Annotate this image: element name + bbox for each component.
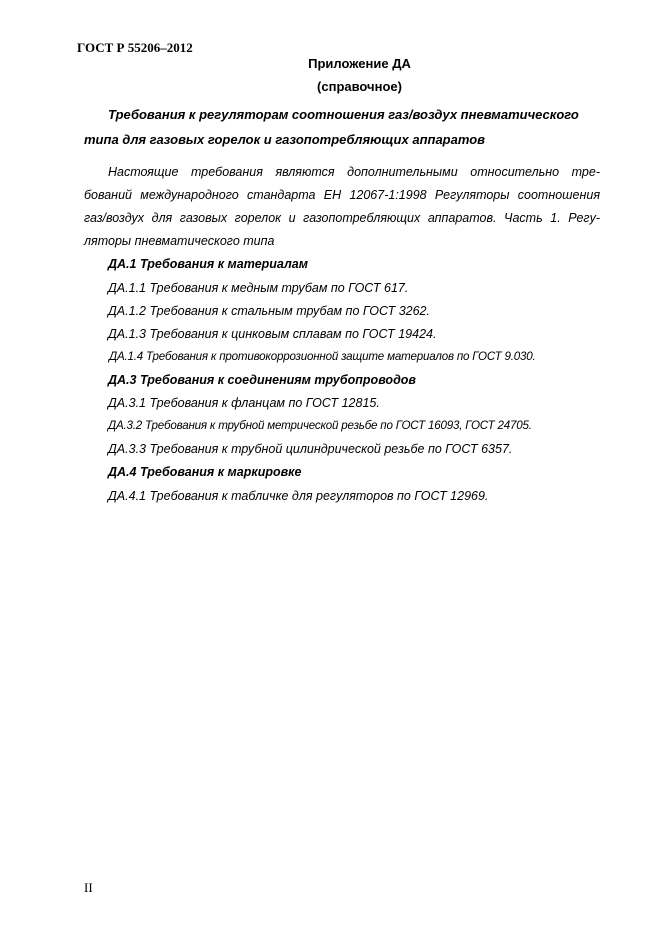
document-heading-line-1: Требования к регуляторам соотношения газ/воздух пневматического bbox=[108, 107, 579, 122]
intro-line-2: бований международного стандарта ЕН 12067-1:1998 Регуляторы соотношения bbox=[84, 188, 600, 202]
section-da1-title: ДА.1 Требования к материалам bbox=[108, 257, 309, 271]
section-da4-title: ДА.4 Требования к маркировке bbox=[108, 465, 302, 479]
section-da1-item: ДА.1.3 Требования к цинковым сплавам по ГОСТ 19424. bbox=[108, 327, 437, 341]
section-da1-item: ДА.1.2 Требования к стальным трубам по ГОСТ 3262. bbox=[108, 304, 430, 318]
section-da3-item: ДА.3.1 Требования к фланцам по ГОСТ 12815. bbox=[108, 396, 380, 410]
standard-code: ГОСТ Р 55206–2012 bbox=[77, 40, 193, 55]
section-da3-item: ДА.3.3 Требования к трубной цилиндрической резьбе по ГОСТ 6357. bbox=[108, 442, 513, 456]
annex-title: Приложение ДА bbox=[308, 56, 411, 71]
section-da3-title: ДА.3 Требования к соединениям трубопроводов bbox=[108, 373, 416, 387]
page-number: II bbox=[84, 880, 93, 895]
document-heading-line-2: типа для газовых горелок и газопотребляющих аппаратов bbox=[84, 132, 486, 147]
section-da3-item: ДА.3.2 Требования к трубной метрической резьбе по ГОСТ 16093, ГОСТ 24705. bbox=[108, 419, 532, 432]
annex-subtitle: (справочное) bbox=[317, 79, 402, 94]
section-da1-item: ДА.1.1 Требования к медным трубам по ГОСТ 617. bbox=[108, 281, 409, 295]
section-da1-item: ДА.1.4 Требования к противокоррозионной защите материалов по ГОСТ 9.030. bbox=[109, 350, 536, 363]
intro-line-1: Настоящие требования являются дополнительными относительно тре- bbox=[108, 165, 600, 179]
intro-line-4: ляторы пневматического типа bbox=[84, 234, 275, 248]
section-da4-item: ДА.4.1 Требования к табличке для регуляторов по ГОСТ 12969. bbox=[108, 489, 489, 503]
intro-line-3: газ/воздух для газовых горелок и газопотребляющих аппаратов. Часть 1. Регу- bbox=[84, 211, 600, 225]
